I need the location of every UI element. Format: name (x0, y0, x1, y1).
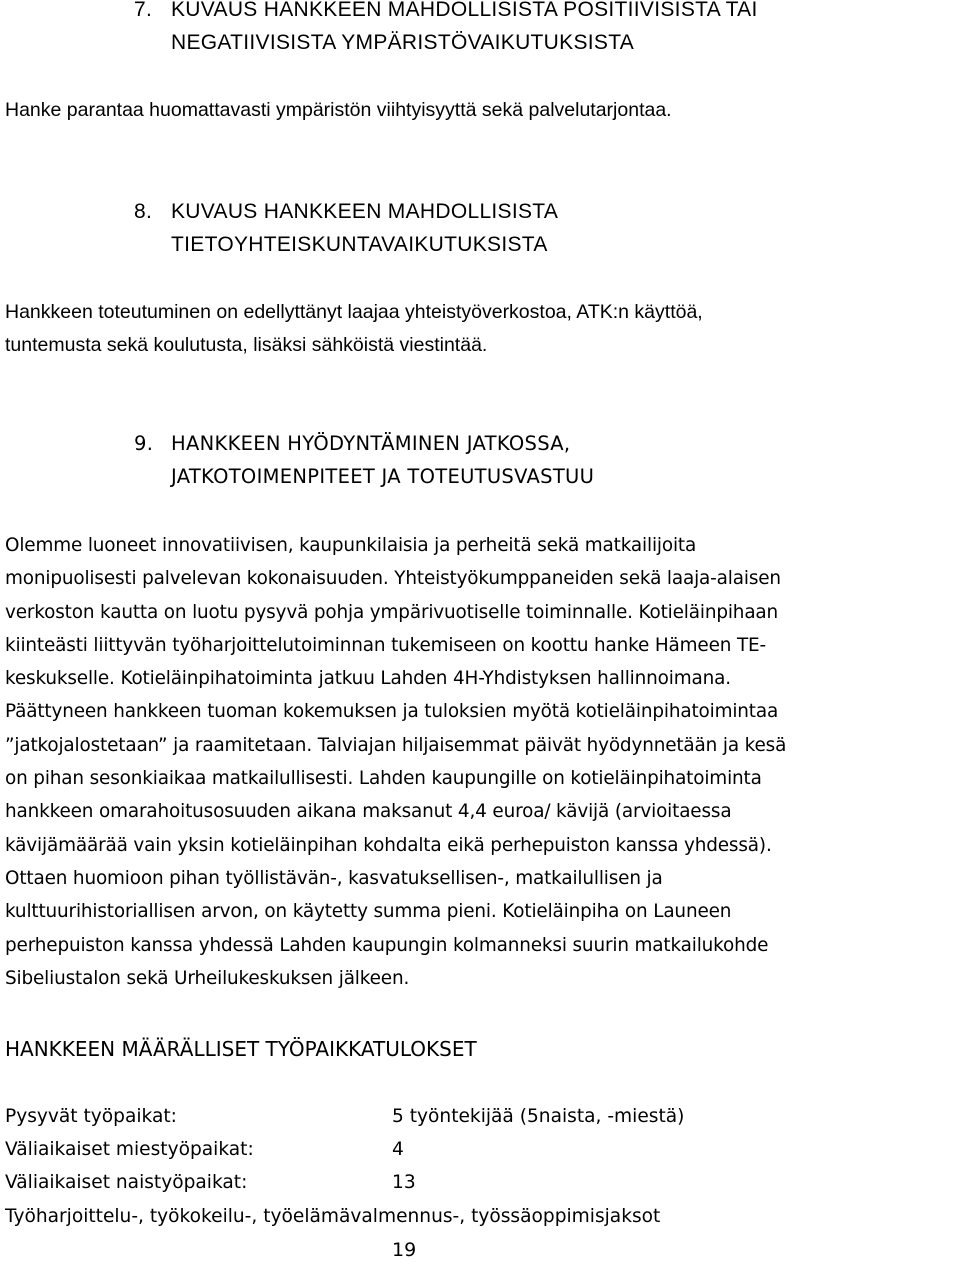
summary-row-value: 13 (392, 1172, 416, 1193)
page-number: 19 (392, 1239, 417, 1261)
section-8-body (5, 296, 955, 362)
section-9-body-line: keskukselle. Kotieläinpihatoiminta jatkuu Lahden 4H-Yhdistyksen hallinnoimana. (5, 668, 731, 690)
section-9-body-line: perhepuiston kanssa yhdessä Lahden kaupungin kolmanneksi suurin matkailukohde (5, 934, 769, 956)
summary-title: HANKKEEN MÄÄRÄLLISET TYÖPAIKKATULOKSET (5, 1037, 477, 1061)
summary-row-label: Pysyvät työpaikat: (5, 1106, 177, 1127)
section-9-body-line: hankkeen omarahoitusosuuden aikana maksanut 4,4 euroa/ kävijä (arvioitaessa (5, 801, 732, 823)
section-9-title-line-1: HANKKEEN HYÖDYNTÄMINEN JATKOSSA, (171, 432, 571, 455)
section-7-body (5, 94, 955, 127)
summary-row-label: Väliaikaiset naistyöpaikat: (5, 1172, 248, 1193)
summary-row-label: Työharjoittelu-, työkokeilu-, työelämävalmennus-, työssäoppimisjaksot (5, 1206, 661, 1227)
section-9-heading (134, 427, 594, 493)
summary-row (5, 1100, 684, 1133)
section-9-body-line: kävijämäärää vain yksin kotieläinpihan kohdalta eikä perhepuiston kanssa yhdessä). (5, 834, 772, 856)
section-9-body-line: kulttuurihistoriallisen arvon, on käytetty summa pieni. Kotieläinpiha on Launeen (5, 901, 732, 923)
section-7-body-line: Hanke parantaa huomattavasti ympäristön viihtyisyyttä sekä palvelutarjontaa. (5, 99, 672, 121)
section-9-body (5, 529, 955, 995)
section-8-number: 8. (134, 200, 153, 223)
section-9-number: 9. (134, 432, 154, 455)
summary-row-value: 4 (392, 1139, 404, 1160)
section-9-body-line: ”jatkojalostetaan” ja raamitetaan. Talviajan hiljaisemmat päivät hyödynnetään ja kesä (5, 734, 787, 756)
summary-row-label: Väliaikaiset miestyöpaikat: (5, 1139, 254, 1160)
section-9-body-line: Olemme luoneet innovatiivisen, kaupunkilaisia ja perheitä sekä matkailijoita (5, 535, 697, 556)
section-8-heading (134, 195, 558, 261)
section-8-body-line: Hankkeen toteutuminen on edellyttänyt laajaa yhteistyöverkostoa, ATK:n käyttöä, (5, 301, 703, 323)
summary-row (5, 1133, 404, 1166)
section-9-body-line: monipuolisesti palvelevan kokonaisuuden. Yhteistyökumppaneiden sekä laaja-alaisen (5, 568, 781, 590)
section-9-body-line: Sibeliustalon sekä Urheilukeskuksen jälkeen. (5, 967, 410, 989)
section-8-title-line-2: TIETOYHTEISKUNTAVAIKUTUKSISTA (171, 233, 548, 256)
summary-row (5, 1200, 660, 1233)
section-9-body-line: verkoston kautta on luotu pysyvä pohja ympärivuotiselle toiminnalle. Kotieläinpihaan (5, 601, 779, 623)
section-8-body-line: tuntemusta sekä koulutusta, lisäksi sähköistä viestintää. (5, 334, 488, 356)
section-7-title-line-1: KUVAUS HANKKEEN MAHDOLLISISTA POSITIIVISISTA TAI (171, 0, 758, 21)
section-9-body-line: kiinteästi liittyvän työharjoittelutoiminnan tukemiseen on koottu hanke Hämeen TE- (5, 634, 766, 656)
section-9-body-line: Ottaen huomioon pihan työllistävän-, kasvatuksellisen-, matkailullisen ja (5, 867, 663, 889)
section-9-body-line: Päättyneen hankkeen tuoman kokemuksen ja tuloksien myötä kotieläinpihatoimintaa (5, 701, 779, 723)
summary-row (5, 1166, 416, 1199)
section-7-title-line-2: NEGATIIVISISTA YMPÄRISTÖVAIKUTUKSISTA (171, 31, 635, 54)
section-7-heading (134, 0, 758, 59)
section-9-title-line-2: JATKOTOIMENPITEET JA TOTEUTUSVASTUU (171, 465, 595, 488)
summary-row-value: 5 työntekijää (5naista, -miestä) (392, 1106, 685, 1127)
section-9-body-line: on pihan sesonkiaikaa matkailullisesti. Lahden kaupungille on kotieläinpihatoiminta (5, 768, 762, 790)
section-8-title-line-1: KUVAUS HANKKEEN MAHDOLLISISTA (171, 200, 559, 223)
section-7-number: 7. (134, 0, 153, 21)
